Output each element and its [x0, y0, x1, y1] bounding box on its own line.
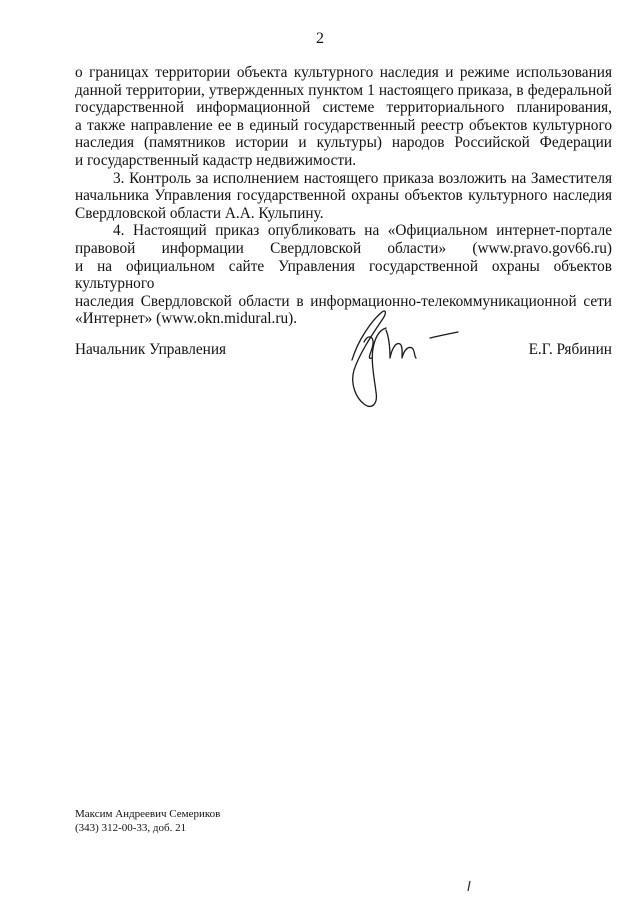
text-line: о границах территории объекта культурного наследия и режиме использования — [75, 64, 612, 81]
executor-name: Максим Андреевич Семериков — [75, 808, 221, 820]
text-line: наследия Свердловской области в информационно-телекоммуникационной сети — [75, 292, 612, 310]
executor-phone: (343) 312-00-33, доб. 21 — [75, 822, 187, 834]
paragraph-item-3 — [75, 170, 612, 223]
text-line: наследия (памятников истории и культуры) народов Российской Федерации — [75, 134, 612, 152]
signatory-name: Е.Г. Рябинин — [528, 341, 612, 358]
text-line: и государственный кадастр недвижимости. — [75, 151, 357, 169]
text-line: и на официальном сайте Управления государственной охраны объектов культурного — [75, 257, 612, 293]
signatory-title: Начальник Управления — [75, 341, 227, 358]
text-line: 4. Настоящий приказ опубликовать на «Официальном интернет-портале — [113, 222, 612, 240]
text-line: данной территории, утвержденных пунктом 1 настоящего приказа, в федеральной — [75, 81, 612, 99]
scan-mark — [466, 880, 472, 892]
paragraph-continuation — [75, 64, 612, 170]
text-line: правовой информации Свердловской области» (www.pravo.gov66.ru) — [75, 239, 612, 257]
text-line: начальника Управления государственной охраны объектов культурного наследия — [75, 187, 612, 205]
text-line: государственной информационной системе территориального планирования, — [75, 99, 612, 117]
text-line: «Интернет» (www.okn.midural.ru). — [75, 310, 298, 328]
text-line: 3. Контроль за исполнением настоящего приказа возложить на Заместителя — [113, 169, 612, 187]
executor-info — [75, 807, 220, 835]
text-line: Свердловской области А.А. Кульпину. — [75, 204, 324, 222]
page-number: 2 — [316, 30, 324, 47]
handwritten-signature-image — [330, 300, 470, 425]
document-body — [75, 64, 612, 328]
text-line: а также направление ее в единый государственный реестр объектов культурного — [75, 116, 612, 134]
